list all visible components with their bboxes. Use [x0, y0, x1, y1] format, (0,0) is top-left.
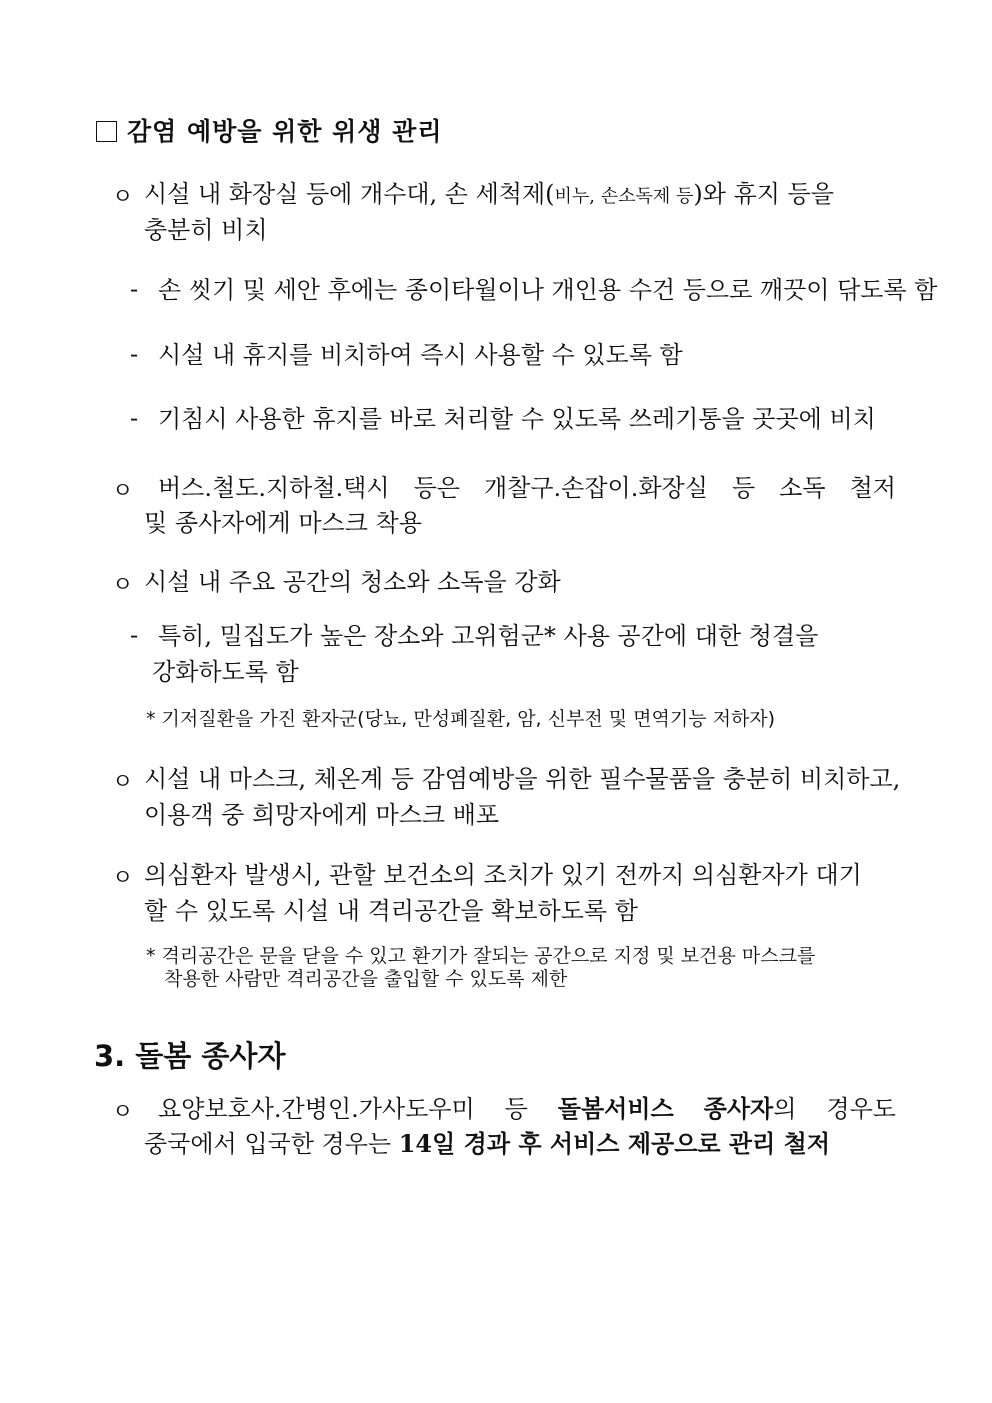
- text-span: 중국에서 입국한 경우는: [144, 1130, 399, 1158]
- bullet-icon: ㅇ: [112, 1100, 134, 1125]
- word: 버스.철도.지하철.택시: [158, 474, 390, 502]
- word: 등: [731, 474, 756, 502]
- text-span: )와 휴지 등을: [693, 180, 834, 208]
- sub-item: 손 씻기 및 세안 후에는 종이타월이나 개인용 수건 등으로 깨끗이 닦도록 함: [158, 276, 938, 304]
- paragraph-line: [144, 1126, 830, 1162]
- word-bold: 돌봄서비스: [557, 1094, 674, 1123]
- bullet-icon: ㅇ: [112, 185, 134, 210]
- word: 개찰구.손잡이.화장실: [483, 474, 708, 502]
- checkbox-square-icon: [96, 121, 117, 142]
- section-heading: [96, 112, 442, 148]
- paragraph-line: [144, 176, 834, 215]
- word: 경우도: [826, 1095, 896, 1123]
- dash-marker: -: [130, 621, 139, 649]
- word-bold-part: 종사자: [703, 1094, 774, 1123]
- text-span-small: 비누, 손소독제 등: [554, 186, 694, 207]
- bullet-icon: ㅇ: [112, 479, 134, 504]
- paragraph-line: 할 수 있도록 시설 내 격리공간을 확보하도록 함: [144, 897, 638, 925]
- paragraph-line: 시설 내 주요 공간의 청소와 소독을 강화: [144, 568, 561, 596]
- paragraph-line: 의심환자 발생시, 관할 보건소의 조치가 있기 전까지 의심환자가 대기: [144, 861, 862, 889]
- word: 요양보호사.간병인.가사도우미: [158, 1095, 475, 1123]
- sub-item: 특히, 밀집도가 높은 장소와 고위험군* 사용 공간에 대한 청결을: [158, 622, 819, 650]
- word: 등: [504, 1095, 528, 1123]
- footnote: 착용한 사람만 격리공간을 출입할 수 있도록 제한: [164, 968, 568, 990]
- bullet-icon: ㅇ: [112, 866, 134, 891]
- paragraph-line: 이용객 중 희망자에게 마스크 배포: [144, 801, 500, 829]
- dash-marker: -: [130, 340, 139, 368]
- text-span: 시설 내 화장실 등에 개수대, 손 세척제(: [144, 180, 555, 208]
- word: [704, 1091, 797, 1127]
- word-rest-part: 의: [773, 1095, 797, 1123]
- bullet-icon: ㅇ: [112, 573, 134, 598]
- dash-marker: -: [130, 404, 139, 432]
- sub-item: 시설 내 휴지를 비치하여 즉시 사용할 수 있도록 함: [158, 341, 683, 369]
- sub-item: 기침시 사용한 휴지를 바로 처리할 수 있도록 쓰레기통을 곳곳에 비치: [158, 405, 876, 433]
- paragraph-line: [158, 1091, 896, 1127]
- sub-item: 강화하도록 함: [152, 658, 299, 686]
- section-title: 감염 예방을 위한 위생 관리: [127, 117, 443, 146]
- word: 철저: [849, 474, 896, 502]
- text-span-bold: 14일 경과 후 서비스 제공으로 관리 철저: [398, 1129, 831, 1158]
- bullet-icon: ㅇ: [112, 770, 134, 795]
- word: 등은: [413, 474, 460, 502]
- word: 소독: [779, 474, 826, 502]
- footnote: * 기저질환을 가진 환자군(당뇨, 만성폐질환, 암, 신부전 및 면역기능 저하자): [146, 708, 776, 730]
- paragraph-line: 및 종사자에게 마스크 착용: [144, 509, 422, 537]
- dash-marker: -: [130, 275, 139, 303]
- paragraph-line: [158, 470, 896, 506]
- paragraph-line: 충분히 비치: [144, 216, 268, 244]
- paragraph-line: 시설 내 마스크, 체온계 등 감염예방을 위한 필수물품을 충분히 비치하고,: [144, 765, 901, 793]
- footnote: * 격리공간은 문을 닫을 수 있고 환기가 잘되는 공간으로 지정 및 보건용 마스크를: [146, 945, 816, 967]
- section-2-title: 3. 돌봄 종사자: [94, 1039, 286, 1073]
